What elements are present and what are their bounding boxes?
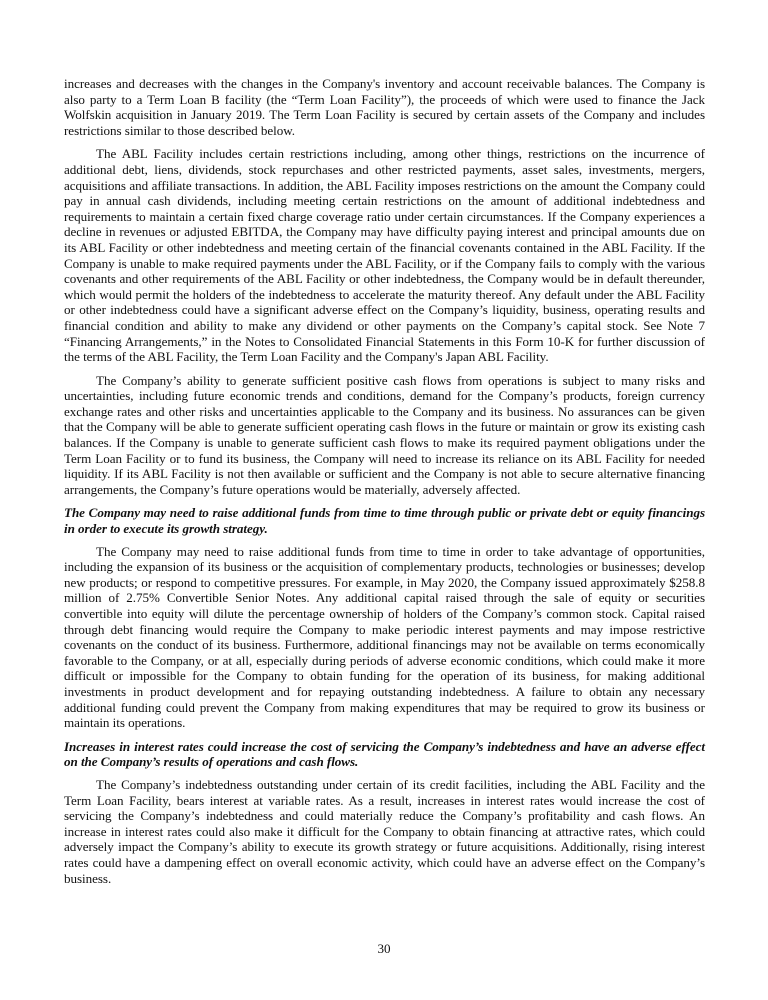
- paragraph-interest-rates: The Company’s indebtedness outstanding under certain of its credit facilities, including the ABL Facility and the Term Loan Facility, bears interest at variable rates. As a result, increases in interest rates would increase the cost of servicing the Company’s indebtedness and could materially reduce the Company’s profitability and cash flows. An increase in interest rates could also make it difficult for the Company to obtain financing at attractive rates, which could adversely impact the Company’s ability to execute its growth strategy or future acquisitions. Additionally, rising interest rates could have a dampening effect on overall economic activity, which could have an adverse effect on the Company’s business.: [64, 776, 705, 886]
- paragraph-cash-flows: The Company’s ability to generate sufficient positive cash flows from operations is subject to many risks and uncertainties, including future economic trends and conditions, demand for the Company’s products, foreign currency exchange rates and other risks and uncertainties applicable to the Company and its business. No assurances can be given that the Company will be able to generate sufficient operating cash flows in the future or maintain or grow its existing cash balances. If the Company is unable to generate sufficient cash flows to make its required payment obligations under the Term Loan Facility or to fund its business, the Company will need to increase its reliance on its ABL Facility for needed liquidity. If its ABL Facility is not then available or sufficient and the Company is not able to secure alternative financing arrangements, the Company’s future operations would be materially, adversely affected.: [64, 372, 705, 497]
- risk-heading-additional-funds: The Company may need to raise additional funds from time to time through public or private debt or equity financings in order to execute its growth strategy.: [64, 505, 705, 537]
- risk-heading-interest-rates: Increases in interest rates could increase the cost of servicing the Company’s indebtedness and have an adverse effect on the Company’s results of operations and cash flows.: [64, 738, 705, 770]
- paragraph-abl-restrictions: The ABL Facility includes certain restrictions including, among other things, restrictions on the incurrence of additional debt, liens, dividends, stock repurchases and other restricted payments, asset sales, investments, mergers, acquisitions and affiliate transactions. In addition, the ABL Facility imposes restrictions on the amount the Company could pay in annual cash dividends, including meeting certain restrictions on the amount of additional indebtedness and requirements to maintain a certain fixed charge coverage ratio under certain circumstances. If the Company experiences a decline in revenues or adjusted EBITDA, the Company may have difficulty paying interest and principal amounts due on its ABL Facility or other indebtedness and meeting certain of the financial covenants contained in the ABL Facility. If the Company is unable to make required payments under the ABL Facility, or if the Company fails to comply with the various covenants and other requirements of the ABL Facility or other indebtedness, the Company would be in default thereunder, which would permit the holders of the indebtedness to accelerate the maturity thereof. Any default under the ABL Facility or other indebtedness could have a significant adverse effect on the Company’s liquidity, business, operating results and financial condition and ability to make any dividend or other payments on the Company’s capital stock. See Note 7 “Financing Arrangements,” in the Notes to Consolidated Financial Statements in this Form 10-K for further discussion of the terms of the ABL Facility, the Term Loan Facility and the Company's Japan ABL Facility.: [64, 146, 705, 365]
- page-number: 30: [377, 941, 391, 956]
- document-page: [64, 76, 705, 894]
- paragraph-term-loan-continuation: increases and decreases with the changes in the Company's inventory and account receivable balances. The Company is also party to a Term Loan B facility (the “Term Loan Facility”), the proceeds of which were used to finance the Jack Wolfskin acquisition in January 2019. The Term Loan Facility is secured by certain assets of the Company and includes restrictions similar to those described below.: [64, 76, 705, 138]
- paragraph-additional-funds: The Company may need to raise additional funds from time to time in order to take advantage of opportunities, including the expansion of its business or the acquisition of complementary products, technologies or businesses; develop new products; or respond to competitive pressures. For example, in May 2020, the Company issued approximately $258.8 million of 2.75% Convertible Senior Notes. Any additional capital raised through the sale of equity or securities convertible into equity will dilute the percentage ownership of holders of the Company’s common stock. Capital raised through debt financing would require the Company to make periodic interest payments and may impose restrictive covenants on the conduct of its business. Furthermore, additional financings may not be available on terms economically favorable to the Company, or at all, especially during periods of adverse economic conditions, which could make it more difficult or impossible for the Company to obtain funding for the operation of its business, for making additional investments in product development and for repaying outstanding indebtedness. A failure to obtain any necessary additional funding could prevent the Company from making expenditures that may be required to grow its business or maintain its operations.: [64, 543, 705, 731]
